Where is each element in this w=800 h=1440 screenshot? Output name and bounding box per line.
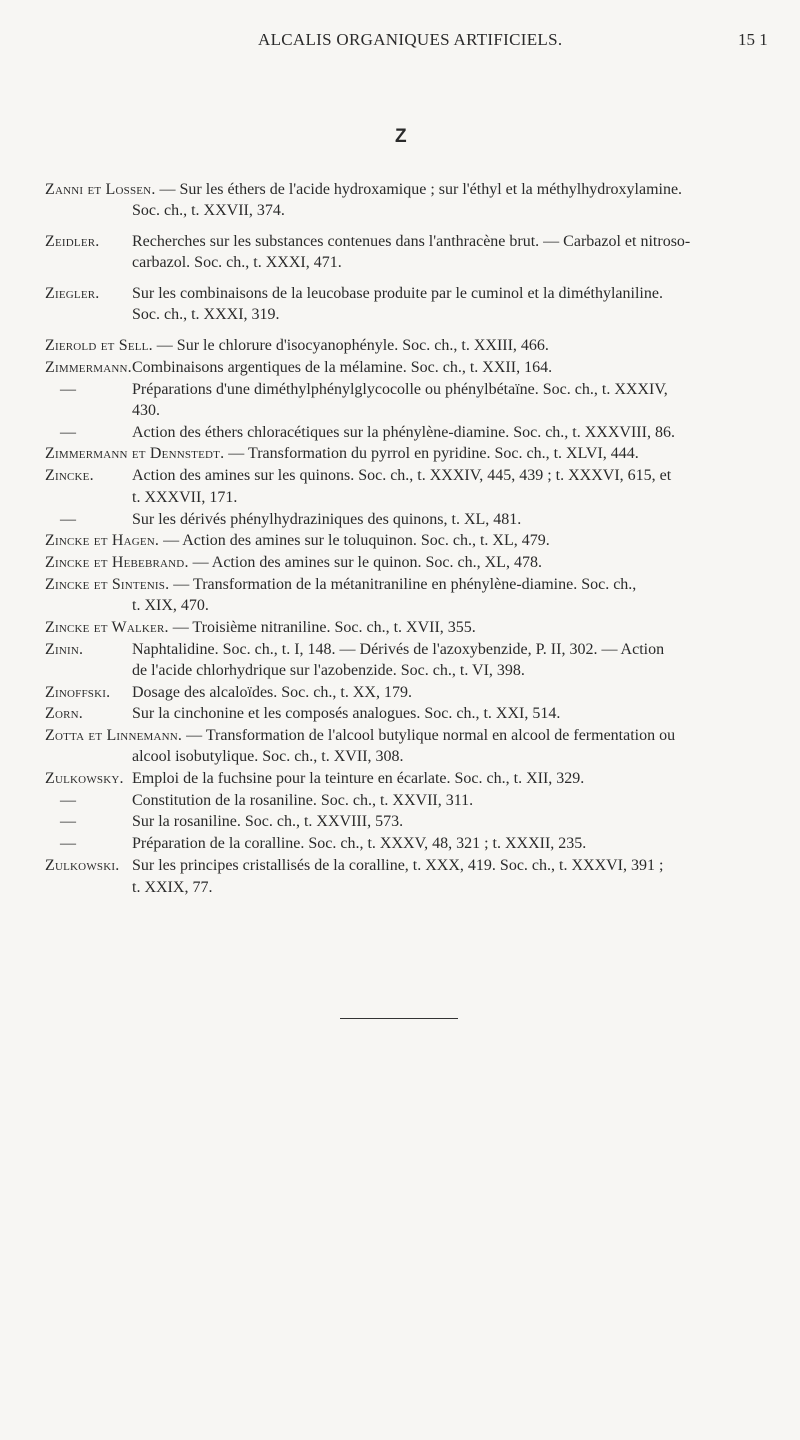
entry-line bbox=[45, 180, 682, 200]
entry-author: Zulkowsky. bbox=[45, 770, 124, 787]
entry-line bbox=[132, 488, 237, 508]
closing-rule bbox=[340, 1018, 458, 1019]
entry-text: Naphtalidine. Soc. ch., t. I, 148. — Dérivés de l'azoxybenzide, P. II, 302. — Action bbox=[132, 641, 665, 658]
entry-author: Zinoffski. bbox=[45, 684, 111, 701]
entry-line bbox=[45, 336, 549, 356]
entry-text: alcool isobutylique. Soc. ch., t. XVII, 308. bbox=[132, 748, 404, 765]
entry-author: Zulkowski. bbox=[45, 857, 120, 874]
entry-author: Zanni et Lossen. bbox=[45, 181, 156, 198]
entry-text: 430. bbox=[132, 402, 160, 419]
entry-line bbox=[132, 401, 160, 421]
entry-line bbox=[132, 253, 342, 273]
entry-line bbox=[45, 553, 542, 573]
section-letter: Z bbox=[395, 126, 407, 147]
entry-text: Dosage des alcaloïdes. Soc. ch., t. XX, 179. bbox=[132, 684, 412, 701]
entry-text: t. XXXVII, 171. bbox=[132, 489, 238, 506]
running-title: ALCALIS ORGANIQUES ARTIFICIELS. bbox=[258, 30, 563, 49]
running-head bbox=[0, 30, 800, 56]
entry-author: Zincke et Hagen. bbox=[45, 532, 160, 549]
entry-text: t. XXIX, 77. bbox=[132, 879, 213, 896]
entry-author: Zincke et Walker. bbox=[45, 619, 169, 636]
entry-author: — bbox=[60, 381, 76, 398]
entry-line bbox=[45, 618, 476, 638]
entry-line bbox=[132, 878, 212, 898]
entry-line bbox=[132, 305, 280, 325]
entry-author: Zotta et Linnemann. bbox=[45, 727, 183, 744]
entry-text: — Sur les éthers de l'acide hydroxamique ; sur l'éthyl et la méthylhydroxylamine. bbox=[155, 181, 683, 198]
entry-author: — bbox=[60, 792, 76, 809]
entry-text: Combinaisons argentiques de la mélamine. Soc. ch., t. XXII, 164. bbox=[132, 359, 553, 376]
entry-author: Zincke et Sintenis. bbox=[45, 576, 170, 593]
entry-line bbox=[45, 726, 675, 746]
entry-line bbox=[45, 444, 639, 464]
entry-text: Préparation de la coralline. Soc. ch., t. XXXV, 48, 321 ; t. XXXII, 235. bbox=[132, 835, 587, 852]
entry-text: — Transformation de la métanitraniline en phénylène-diamine. Soc. ch., bbox=[169, 576, 637, 593]
entry-author: Zinin. bbox=[45, 641, 84, 658]
entry-text: Sur la cinchonine et les composés analogues. Soc. ch., t. XXI, 514. bbox=[132, 705, 561, 722]
entry-text: t. XIX, 470. bbox=[132, 597, 209, 614]
entry-line bbox=[132, 596, 209, 616]
entry-text: — Action des amines sur le toluquinon. Soc. ch., t. XL, 479. bbox=[159, 532, 550, 549]
entry-text: carbazol. Soc. ch., t. XXXI, 471. bbox=[132, 254, 342, 271]
entry-author: Zierold et Sell. bbox=[45, 337, 153, 354]
entry-text: Sur les principes cristallisés de la coralline, t. XXX, 419. Soc. ch., t. XXXVI, 391 ; bbox=[132, 857, 664, 874]
entry-text: — Action des amines sur le quinon. Soc. ch., XL, 478. bbox=[188, 554, 542, 571]
page-number: 15 1 bbox=[738, 30, 768, 49]
entry-text: — Troisième nitraniline. Soc. ch., t. XVII, 355. bbox=[168, 619, 476, 636]
entry-line bbox=[132, 747, 404, 767]
entry-text: — Transformation de l'alcool butylique normal en alcool de fermentation ou bbox=[182, 727, 676, 744]
entry-text: Constitution de la rosaniline. Soc. ch., t. XXVII, 311. bbox=[132, 792, 474, 809]
entry-text: Sur les combinaisons de la leucobase produite par le cuminol et la diméthylaniline. bbox=[132, 285, 663, 302]
entry-text: Action des amines sur les quinons. Soc. ch., t. XXXIV, 445, 439 ; t. XXXVI, 615, et bbox=[132, 467, 672, 484]
entry-text: Action des éthers chloracétiques sur la phénylène-diamine. Soc. ch., t. XXXVIII, 86. bbox=[132, 424, 675, 441]
entry-author: — bbox=[60, 813, 76, 830]
entry-author: Zincke et Hebebrand. bbox=[45, 554, 189, 571]
entry-text: Sur la rosaniline. Soc. ch., t. XXVIII, 573. bbox=[132, 813, 404, 830]
entry-author: Zimmermann. bbox=[45, 359, 132, 376]
entry-text: Soc. ch., t. XXXI, 319. bbox=[132, 306, 280, 323]
entry-author: — bbox=[60, 835, 76, 852]
entry-text: Soc. ch., t. XXVII, 374. bbox=[132, 202, 285, 219]
entry-line bbox=[45, 531, 550, 551]
entry-text: de l'acide chlorhydrique sur l'azobenzide. Soc. ch., t. VI, 398. bbox=[132, 662, 525, 679]
entry-text: — Transformation du pyrrol en pyridine. Soc. ch., t. XLVI, 444. bbox=[224, 445, 639, 462]
entry-text: Sur les dérivés phénylhydraziniques des quinons, t. XL, 481. bbox=[132, 511, 522, 528]
entry-text: Recherches sur les substances contenues dans l'anthracène brut. — Carbazol et nitroso- bbox=[132, 233, 691, 250]
entry-text: — Sur le chlorure d'isocyanophényle. Soc. ch., t. XXIII, 466. bbox=[152, 337, 549, 354]
entry-text: Emploi de la fuchsine pour la teinture en écarlate. Soc. ch., t. XII, 329. bbox=[132, 770, 585, 787]
entry-author: — bbox=[60, 424, 76, 441]
entry-author: — bbox=[60, 511, 76, 528]
entry-author: Zeidler. bbox=[45, 233, 100, 250]
entry-text: Préparations d'une diméthylphénylglycocolle ou phénylbétaïne. Soc. ch., t. XXXIV, bbox=[132, 381, 668, 398]
entry-line bbox=[45, 575, 636, 595]
entry-author: Ziegler. bbox=[45, 285, 100, 302]
entry-line bbox=[132, 201, 285, 221]
entry-line bbox=[132, 661, 525, 681]
entry-author: Zimmermann et Dennstedt. bbox=[45, 445, 225, 462]
entry-author: Zorn. bbox=[45, 705, 83, 722]
entry-author: Zincke. bbox=[45, 467, 94, 484]
